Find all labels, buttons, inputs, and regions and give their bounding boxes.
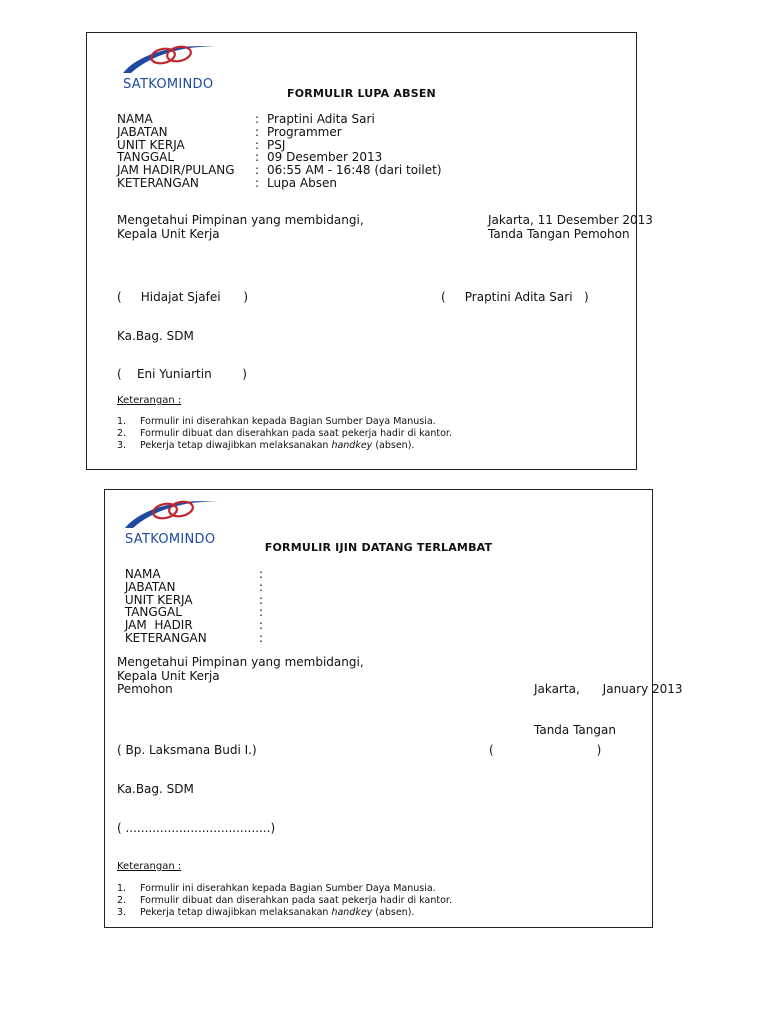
field-label: NAMA	[121, 567, 161, 581]
field-colon: :	[259, 630, 264, 645]
note-item	[117, 416, 452, 428]
approver-line-1: Mengetahui Pimpinan yang membidangi,	[117, 655, 364, 669]
applicant-heading	[488, 214, 653, 241]
notes-list	[117, 883, 452, 918]
field-label: JABATAN	[117, 124, 168, 139]
applicant-sign-label: Tanda Tangan Pemohon	[488, 226, 630, 241]
field-label: JABATAN	[121, 579, 176, 594]
logo-swoosh-icon	[119, 39, 229, 79]
approver-line-1: Mengetahui Pimpinan yang membidangi,	[117, 213, 364, 227]
approver-line-2: Kepala Unit Kerja	[117, 226, 220, 241]
field-colon: :	[255, 175, 260, 190]
field-row-jabatan	[117, 126, 442, 139]
hr-signature-name: ( Eni Yuniartin )	[117, 367, 247, 381]
field-list	[117, 113, 442, 190]
field-label: UNIT KERJA	[121, 592, 193, 607]
field-value: 09 Desember 2013	[267, 150, 383, 165]
note-number: 1.	[117, 883, 127, 894]
field-colon: :	[259, 579, 264, 594]
note-item	[117, 883, 452, 895]
note-item	[117, 907, 452, 919]
field-colon: :	[259, 567, 264, 581]
field-label: JAM HADIR	[121, 618, 193, 633]
note-number: 2.	[117, 427, 127, 439]
approver-line-3: Pemohon	[117, 682, 173, 696]
note-text: Formulir ini diserahkan kepada Bagian Sumber Daya Manusia.	[140, 883, 436, 894]
place-date: Jakarta, 11 Desember 2013	[488, 213, 653, 227]
note-text-italic: handkey	[331, 906, 373, 918]
field-colon: :	[259, 592, 264, 607]
note-item	[117, 895, 452, 907]
field-row-keterangan	[121, 632, 271, 645]
approver-signature-name: ( Bp. Laksmana Budi I.)	[117, 743, 257, 757]
field-value: PSJ	[267, 137, 286, 152]
applicant-signature-name[interactable]: ( )	[489, 743, 602, 757]
field-label: NAMA	[117, 112, 153, 126]
notes-list	[117, 416, 452, 451]
note-text-part: Pekerja tetap diwajibkan melaksanakan	[140, 906, 332, 918]
logo-text: SATKOMINDO	[123, 77, 214, 92]
form-title: FORMULIR IJIN DATANG TERLAMBAT	[264, 541, 493, 554]
notes-title: Keterangan :	[117, 861, 182, 872]
field-value: Lupa Absen	[267, 175, 337, 190]
form-title: FORMULIR LUPA ABSEN	[287, 87, 436, 100]
field-colon: :	[255, 124, 260, 139]
field-colon: :	[255, 163, 260, 178]
note-text	[140, 907, 414, 919]
field-colon: :	[255, 137, 260, 152]
field-row-keterangan	[117, 177, 442, 190]
field-label: TANGGAL	[117, 150, 175, 165]
field-value: Praptini Adita Sari	[267, 112, 375, 126]
note-text	[140, 440, 414, 452]
field-label: TANGGAL	[121, 605, 182, 620]
note-number: 1.	[117, 416, 127, 427]
approver-line-2: Kepala Unit Kerja	[117, 668, 220, 683]
form-lupa-absen	[86, 32, 653, 470]
logo-swoosh-icon	[121, 494, 231, 534]
field-label: KETERANGAN	[121, 630, 207, 645]
field-row-nama	[117, 113, 442, 126]
field-list	[121, 568, 271, 645]
approver-signature-name: ( Hidajat Sjafei )	[117, 290, 249, 304]
field-value: 06:55 AM - 16:48 (dari toilet)	[267, 163, 442, 178]
approver-heading	[117, 214, 364, 241]
field-colon: :	[255, 150, 260, 165]
field-colon: :	[259, 618, 264, 633]
field-label: JAM HADIR/PULANG	[117, 163, 235, 178]
note-item	[117, 440, 452, 452]
applicant-sign-label: Tanda Tangan	[534, 722, 616, 737]
place-date: Jakarta, January 2013	[534, 682, 683, 696]
note-number: 2.	[117, 894, 127, 906]
note-text: Formulir dibuat dan diserahkan pada saat pekerja hadir di kantor.	[140, 427, 452, 439]
field-colon: :	[259, 605, 264, 620]
hr-label: Ka.Bag. SDM	[117, 782, 194, 796]
note-number: 3.	[117, 439, 127, 451]
approver-heading	[117, 656, 364, 697]
hr-signature-name[interactable]: ( ......................................)	[117, 821, 276, 835]
hr-label: Ka.Bag. SDM	[117, 329, 194, 343]
note-number: 3.	[117, 906, 127, 918]
field-colon: :	[255, 112, 260, 126]
form-ijin-datang-terlambat	[104, 489, 683, 928]
field-row-nama	[121, 568, 271, 581]
note-item	[117, 428, 452, 440]
logo-text: SATKOMINDO	[125, 532, 216, 547]
applicant-signature-name: ( Praptini Adita Sari )	[441, 290, 589, 304]
note-text: Formulir dibuat dan diserahkan pada saat pekerja hadir di kantor.	[140, 894, 452, 906]
note-text-part: (absen).	[372, 439, 415, 451]
field-label: UNIT KERJA	[117, 137, 185, 152]
field-label: KETERANGAN	[117, 175, 199, 190]
notes-title: Keterangan :	[117, 395, 182, 406]
note-text: Formulir ini diserahkan kepada Bagian Sumber Daya Manusia.	[140, 416, 436, 427]
note-text-part: (absen).	[372, 906, 415, 918]
field-value: Programmer	[267, 124, 342, 139]
note-text-part: Pekerja tetap diwajibkan melaksanakan	[140, 439, 332, 451]
field-row-jabatan	[121, 581, 271, 594]
note-text-italic: handkey	[331, 439, 373, 451]
